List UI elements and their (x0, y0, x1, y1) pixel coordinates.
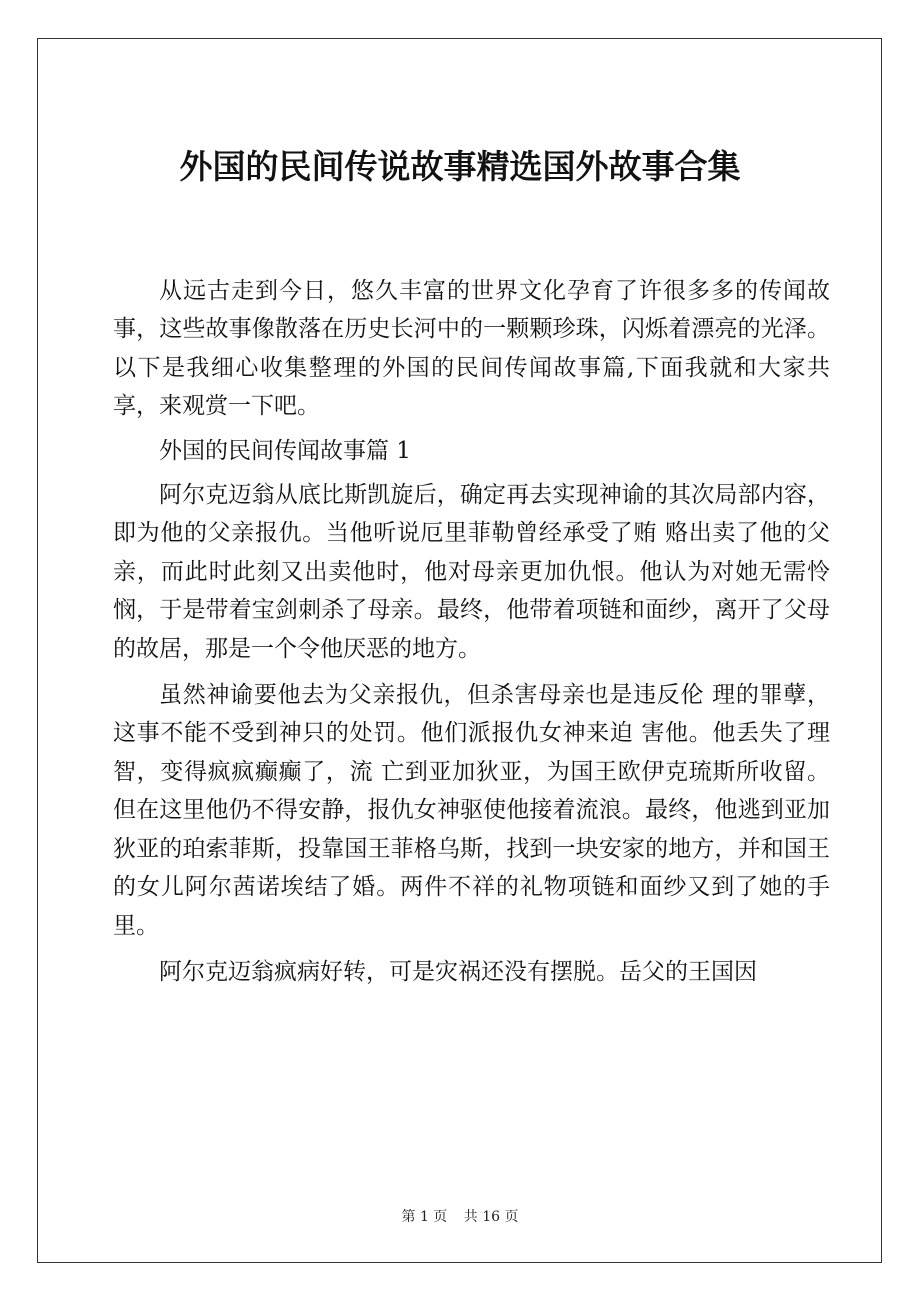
page-total: 共 16 页 (463, 1209, 519, 1225)
document-title: 外国的民间传说故事精选国外故事合集 (179, 147, 741, 186)
page-footer (0, 1206, 920, 1226)
paragraph-story-3: 阿尔克迈翁疯病好转，可是灾祸还没有摆脱。岳父的王国因 (159, 958, 757, 985)
paragraph-intro: 从远古走到今日，悠久丰富的世界文化孕育了许很多多的传闻故事，这些故事像散落在历史长河中的一颗颗珍珠，闪烁着漂亮的光泽。以下是我细心收集整理的外国的民间传闻故事篇,下面我就和大家共享，来观赏一下吧。 (113, 278, 830, 420)
section-heading: 外国的民间传闻故事篇 1 (159, 437, 411, 464)
paragraph-story-2: 虽然神谕要他去为父亲报仇，但杀害母亲也是违反伦 理的罪孽，这事不能不受到神只的处罚。他们派报仇女神来迫 害他。他丢失了理智，变得疯疯癫癫了，流 亡到亚加狄亚，为国王欧伊克琉斯所收留。但在这里他仍不得安静，报仇女神驱使他接着流浪。最终，他逃到亚加狄亚的珀索菲斯，投靠国王菲格乌斯，找到一块安家的地方，并和国王的女儿阿尔茜诺埃结了婚。两件不祥的礼物项链和面纱又到了她的手里。 (113, 682, 830, 939)
page-number: 第 1 页 (401, 1209, 448, 1225)
paragraph-story-1: 阿尔克迈翁从底比斯凯旋后，确定再去实现神谕的其次局部内容，即为他的父亲报仇。当他听说厄里菲勒曾经承受了贿 赂出卖了他的父亲，而此时此刻又出卖他时，他对母亲更加仇恨。他认为对她无需怜悯，于是带着宝剑刺杀了母亲。最终，他带着项链和面纱，离开了父母的故居，那是一个令他厌恶的地方。 (113, 482, 830, 662)
document-body (113, 272, 830, 991)
